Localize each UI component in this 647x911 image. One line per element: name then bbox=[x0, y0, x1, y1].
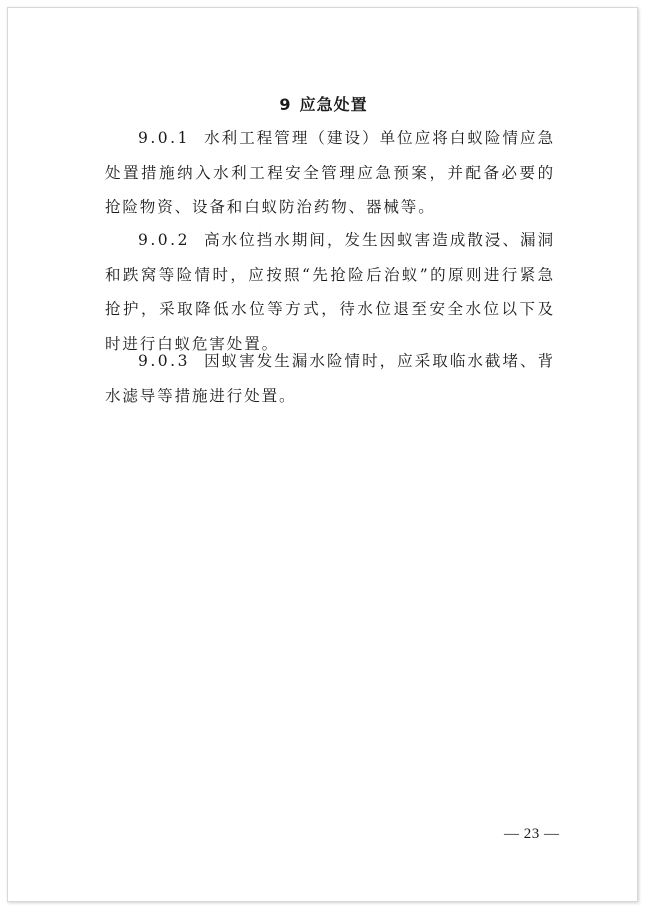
page-number: — 23 — bbox=[504, 826, 560, 842]
section-title: 应急处置 bbox=[299, 95, 368, 114]
clause-text: 水利工程管理（建设）单位应将白蚁险情应急处置措施纳入水利工程安全管理应急预案，并配备必要的抢险物资、设备和白蚁防治药物、器械等。 bbox=[105, 129, 555, 216]
clause-9-0-2 bbox=[105, 223, 555, 361]
clause-number: 9.0.3 bbox=[138, 352, 190, 370]
clause-number: 9.0.2 bbox=[138, 231, 190, 249]
section-number: 9 bbox=[279, 95, 292, 114]
clause-9-0-1 bbox=[105, 121, 555, 225]
clause-text: 高水位挡水期间，发生因蚁害造成散浸、漏洞和跌窝等险情时，应按照“先抢险后治蚁”的原则进行紧急抢护，采取降低水位等方式，待水位退至安全水位以下及时进行白蚁危害处置。 bbox=[105, 231, 555, 353]
clause-number: 9.0.1 bbox=[138, 129, 190, 147]
clause-text: 因蚁害发生漏水险情时，应采取临水截堵、背水滤导等措施进行处置。 bbox=[105, 352, 555, 405]
clause-9-0-3 bbox=[105, 344, 555, 413]
document-page bbox=[7, 7, 638, 902]
section-heading bbox=[8, 92, 639, 115]
